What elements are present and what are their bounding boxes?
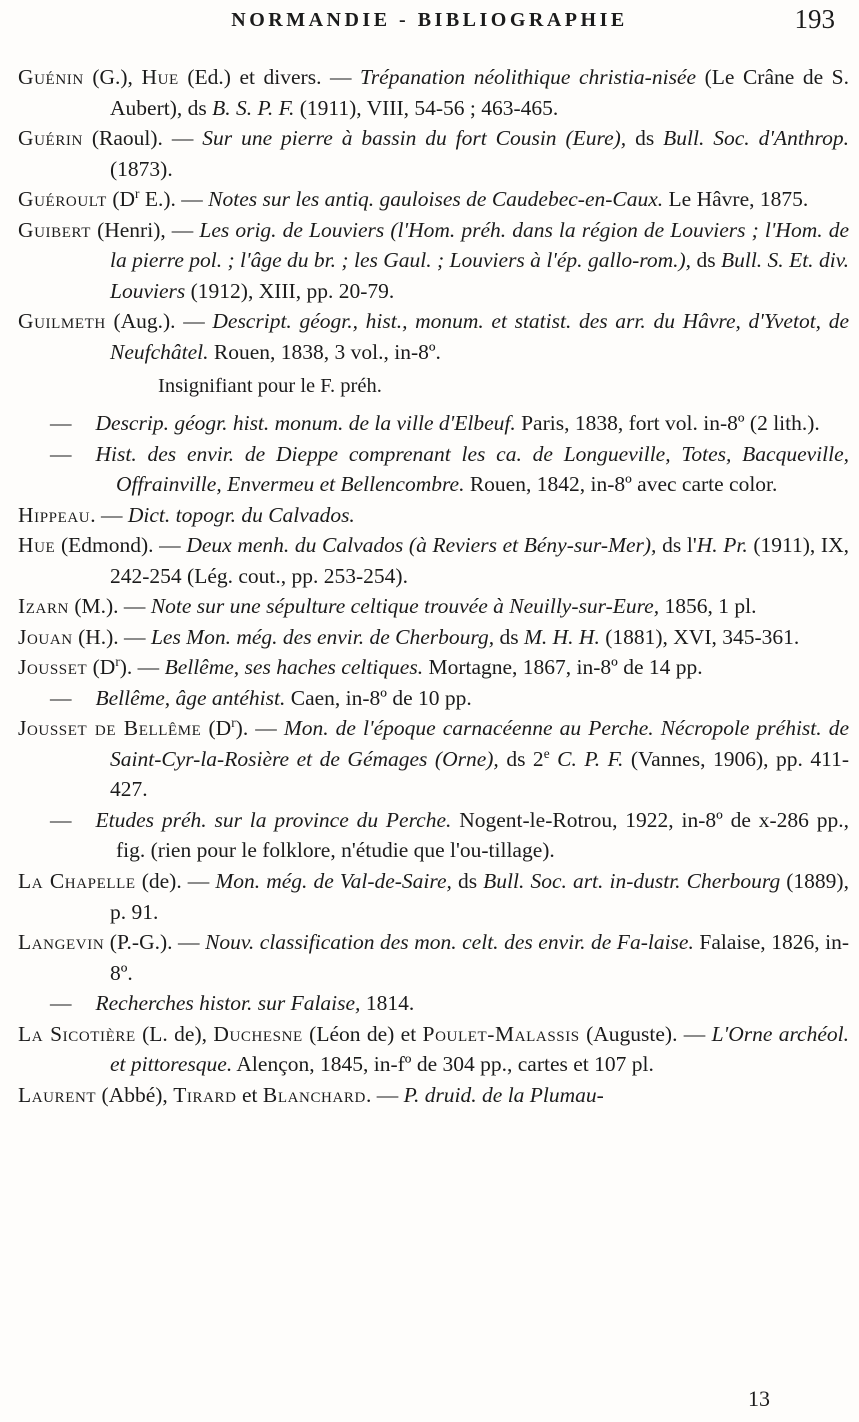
text-segment: (L. de),	[135, 1021, 214, 1046]
bib-dash-entry	[10, 805, 849, 866]
text-segment: Trépanation néolithique christia-nisée	[360, 65, 697, 89]
text-segment: r	[115, 654, 120, 670]
text-segment: 1814.	[360, 991, 415, 1016]
text-segment: Guéroult	[18, 187, 107, 212]
bib-entry	[10, 215, 849, 307]
text-segment: Bull. S. Et. div. Louviers	[110, 248, 849, 303]
text-segment: H. Pr.	[696, 533, 748, 558]
text-segment: Etudes préh. sur la province du Perche.	[95, 807, 452, 832]
text-segment: et	[236, 1082, 263, 1107]
text-segment: —	[50, 441, 72, 466]
text-segment: Insignifiant pour le F. préh.	[158, 375, 382, 398]
text-segment: e	[543, 745, 550, 761]
text-segment: Rouen, 1838, 3 vol., in-8º.	[208, 339, 441, 364]
bib-entry	[10, 62, 849, 123]
text-segment	[550, 747, 558, 771]
text-segment: Recherches histor. sur Falaise,	[95, 991, 361, 1016]
text-segment: (M.). —	[69, 594, 151, 619]
text-segment: (H.). —	[72, 624, 151, 649]
text-segment: Dict. topogr. du Calvados.	[127, 502, 355, 527]
text-segment: (Le Crâne de S. Aubert), ds	[110, 65, 850, 120]
text-segment: La Chapelle	[18, 869, 136, 893]
text-segment: (D	[87, 655, 116, 680]
bib-dash-entry	[10, 988, 849, 1019]
text-segment: Paris, 1838, fort vol. in-8º (2 lith.).	[515, 411, 820, 436]
text-segment: Rouen, 1842, in-8º avec carte color.	[464, 472, 778, 497]
text-segment: (Aug.). —	[105, 309, 213, 334]
text-segment: Jouan	[18, 624, 73, 649]
text-segment: (1911), IX, 242-254 (Lég. cout., pp. 253-254).	[110, 533, 849, 588]
bib-entry	[10, 123, 849, 184]
text-segment: r	[135, 185, 140, 201]
page-number-top: 193	[794, 4, 835, 34]
text-segment: Hist. des envir. de Dieppe comprenant les ca. de Longueville, Totes, Bacqueville, Offrainville, Envermeu et Bellencombre.	[95, 441, 849, 497]
text-segment: Guilmeth	[18, 309, 106, 334]
text-segment: (Henri), —	[91, 217, 200, 242]
text-segment: Nouv. classification des mon. celt. des envir. de Fa-laise.	[205, 930, 694, 955]
text-segment: Izarn	[18, 594, 69, 619]
text-segment: Bull. Soc. art. in-dustr. Cherbourg	[483, 869, 781, 893]
bib-dash-entry	[10, 683, 849, 714]
text-segment: Poulet-Malassis	[422, 1021, 580, 1046]
text-segment: ). —	[119, 655, 165, 680]
text-segment: Notes sur les antiq. gauloises de Caudebec-en-Caux.	[208, 187, 664, 212]
page-header	[10, 6, 849, 40]
text-segment: Guénin	[18, 65, 84, 89]
text-segment: Hue	[141, 65, 179, 89]
text-segment: ds	[691, 248, 721, 273]
text-segment: 1856, 1 pl.	[659, 594, 757, 619]
bib-entry	[10, 927, 849, 988]
bib-entry	[10, 306, 849, 367]
text-segment: Bellême, ses haches celtiques.	[164, 655, 424, 680]
bib-entry	[10, 866, 849, 927]
bib-entry	[10, 1080, 849, 1111]
text-segment: Les orig. de Louviers (l'Hom. préh. dans la région de Louviers ; l'Hom. de la pierre pol. ; l'âge du br. ; les Gaul. ; Louviers à l'ép. gallo-rom.),	[110, 217, 849, 273]
text-segment: B. S. P. F.	[212, 95, 295, 120]
text-segment: Caen, in-8º de 10 pp.	[285, 685, 472, 710]
text-segment: ds l'	[656, 533, 697, 558]
bib-entry	[10, 184, 849, 215]
text-segment: r	[231, 715, 236, 731]
text-segment: Duchesne	[213, 1021, 303, 1046]
text-segment: (Raoul). —	[82, 126, 203, 151]
text-segment: L'Orne archéol. et pittoresque.	[110, 1021, 849, 1077]
text-segment: (1911), VIII, 54-56 ; 463-465.	[294, 95, 559, 120]
text-segment: Hippeau	[18, 502, 91, 527]
bib-entry	[10, 652, 849, 683]
text-segment: (Léon de) et	[302, 1021, 423, 1046]
text-segment: Jousset de Bellême	[18, 716, 202, 741]
text-segment: (D	[201, 716, 232, 741]
text-segment: Jousset	[18, 655, 88, 680]
text-segment: Note sur une sépulture celtique trouvée à Neuilly-sur-Eure,	[150, 594, 660, 619]
text-segment: Tirard	[173, 1082, 237, 1107]
page-number-bottom: 13	[748, 1386, 770, 1411]
bib-entry	[10, 530, 849, 591]
text-segment: (Abbé),	[96, 1082, 174, 1107]
text-segment: E.). —	[139, 187, 209, 212]
text-segment: Bull. Soc. d'Anthrop.	[663, 126, 849, 151]
text-segment: —	[50, 807, 72, 832]
text-segment: Mon. még. de Val-de-Saire,	[215, 869, 452, 893]
bib-dash-entry	[10, 439, 849, 500]
text-segment: Deux menh. du Calvados (à Reviers et Bény-sur-Mer),	[186, 533, 657, 558]
text-segment: La Sicotière	[18, 1021, 136, 1046]
text-segment: . —	[365, 1082, 404, 1107]
text-segment: (1873).	[110, 156, 173, 181]
text-segment: Le Hâvre, 1875.	[663, 187, 809, 212]
text-segment: ). —	[235, 716, 284, 741]
text-segment: (1881), XVI, 345-361.	[599, 624, 800, 649]
bibliography-list	[10, 62, 849, 1110]
bib-dash-entry	[10, 408, 849, 439]
text-segment: (Edmond). —	[55, 533, 187, 558]
text-segment: (P.-G.). —	[104, 930, 206, 955]
text-segment: Les Mon. még. des envir. de Cherbourg,	[150, 624, 495, 649]
text-segment: Langevin	[18, 930, 105, 955]
text-segment: . —	[90, 502, 128, 527]
text-segment: ds	[451, 869, 484, 893]
text-segment: Alençon, 1845, in-fº de 304 pp., cartes et 107 pl.	[232, 1052, 654, 1077]
bib-entry	[10, 500, 849, 531]
text-segment: (Ed.) et divers. —	[178, 65, 361, 89]
text-segment: Bellême, âge antéhist.	[95, 685, 286, 710]
bib-entry	[10, 1019, 849, 1080]
text-segment: Laurent	[18, 1082, 97, 1107]
text-segment: P. druid. de la Plumau-	[403, 1082, 604, 1107]
text-segment: Guibert	[18, 217, 91, 242]
text-segment: Nogent-le-Rotrou, 1922, in-8º de x-286 pp., fig. (rien pour le folklore, n'étudie que l'ou-tillage).	[116, 807, 849, 863]
text-segment: —	[50, 685, 72, 710]
running-title: NORMANDIE - BIBLIOGRAPHIE	[231, 9, 628, 31]
text-segment: ds	[626, 126, 664, 151]
text-segment: —	[50, 411, 72, 436]
text-segment: Mon. de l'époque carnacéenne au Perche. Nécropole préhist. de Saint-Cyr-la-Rosière et de Gémages (Orne),	[110, 716, 849, 771]
text-segment: Blanchard	[262, 1082, 366, 1107]
text-segment: (1889), p. 91.	[110, 869, 849, 924]
text-segment: Mortagne, 1867, in-8º de 14 pp.	[423, 655, 703, 680]
text-segment: (1912), XIII, pp. 20-79.	[185, 278, 395, 303]
bib-entry	[10, 591, 849, 622]
text-segment: Falaise, 1826, in-8º.	[110, 930, 849, 985]
text-segment: Hue	[18, 533, 56, 558]
text-segment: (Vannes, 1906), pp. 411-427.	[110, 746, 849, 802]
text-segment: Guérin	[18, 126, 83, 151]
bib-note	[10, 367, 849, 408]
text-segment: (Auguste). —	[579, 1021, 712, 1046]
text-segment: —	[50, 991, 72, 1016]
text-segment: C. P. F.	[557, 746, 624, 771]
text-segment: ds	[494, 624, 524, 649]
bib-entry	[10, 713, 849, 805]
text-segment: Descript. géogr., hist., monum. et statist. des arr. du Hâvre, d'Yvetot, de Neufchâtel.	[110, 309, 849, 364]
text-segment: Sur une pierre à bassin du fort Cousin (Eure),	[202, 126, 627, 151]
text-segment: (D	[106, 187, 136, 212]
text-segment: Descrip. géogr. hist. monum. de la ville d'Elbeuf.	[95, 411, 516, 436]
bib-entry	[10, 622, 849, 653]
text-segment: ds 2	[498, 746, 544, 771]
text-segment: (de). —	[135, 869, 216, 893]
text-segment: M. H. H.	[523, 624, 600, 649]
text-segment: (G.),	[83, 65, 142, 89]
